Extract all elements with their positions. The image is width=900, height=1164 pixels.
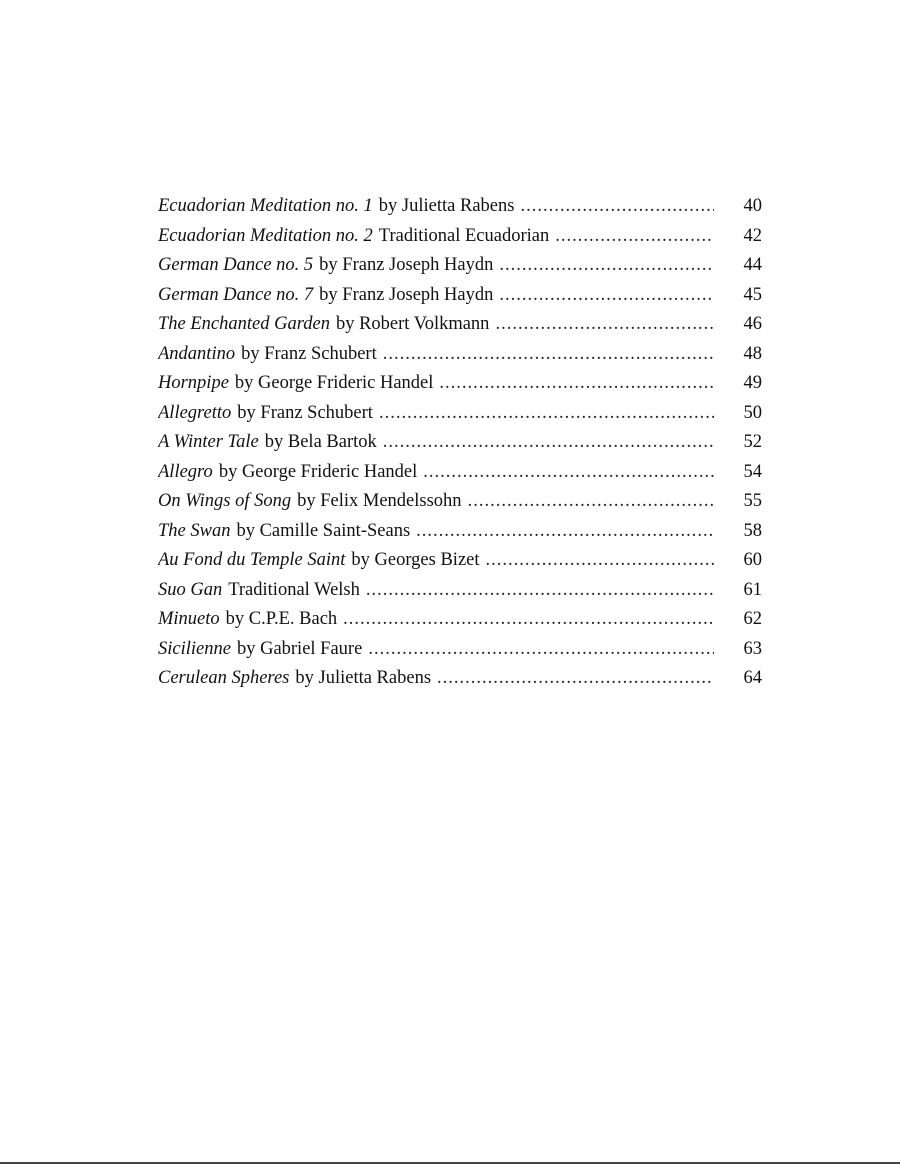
composer: by Georges Bizet — [351, 550, 480, 570]
toc-entry — [158, 281, 718, 311]
toc-row — [158, 517, 762, 547]
piece-title: A Winter Tale — [158, 432, 259, 452]
toc-row — [158, 369, 762, 399]
composer: by Robert Volkmann — [335, 314, 490, 334]
dot-leader — [368, 635, 714, 665]
page-number: 58 — [743, 520, 762, 541]
toc-entry — [158, 428, 718, 458]
dot-leader — [383, 340, 714, 370]
dot-leader — [439, 369, 714, 399]
toc-entry — [158, 222, 718, 252]
piece-title: Hornpipe — [158, 373, 229, 393]
composer: Traditional Welsh — [228, 579, 360, 600]
composer: Traditional Ecuadorian — [378, 225, 550, 246]
toc-entry — [158, 664, 718, 694]
dot-leader — [366, 576, 714, 606]
piece-title: The Swan — [158, 520, 231, 541]
composer: by Franz Joseph Haydn — [319, 284, 494, 305]
piece-title: German Dance no. 7 — [158, 284, 314, 305]
composer: by George Frideric Handel — [218, 461, 418, 482]
dot-leader — [416, 517, 714, 547]
page-number: 62 — [743, 609, 762, 629]
toc-row — [158, 251, 762, 281]
toc-row — [158, 458, 762, 488]
page-number: 42 — [743, 225, 762, 246]
dot-leader — [437, 664, 714, 694]
toc-entry — [158, 487, 718, 517]
piece-title: Cerulean Spheres — [158, 668, 290, 688]
dot-leader — [499, 251, 714, 281]
dot-leader — [520, 192, 714, 222]
piece-title: Ecuadorian Meditation no. 1 — [158, 196, 373, 216]
composer: by Franz Joseph Haydn — [319, 255, 494, 275]
toc-entry — [158, 605, 718, 635]
toc-entry — [158, 517, 718, 547]
page-number: 64 — [743, 668, 762, 688]
page-number: 52 — [743, 432, 762, 452]
dot-leader — [379, 399, 714, 429]
dot-leader — [423, 458, 714, 488]
composer: by Camille Saint-Seans — [236, 520, 411, 541]
piece-title: The Enchanted Garden — [158, 314, 330, 334]
dot-leader — [486, 546, 714, 576]
toc-entry — [158, 458, 718, 488]
dot-leader — [499, 281, 714, 311]
piece-title: Allegro — [158, 461, 213, 482]
piece-title: Au Fond du Temple Saint — [158, 550, 346, 570]
page-number: 45 — [743, 284, 762, 305]
toc-entry — [158, 635, 718, 665]
dot-leader — [495, 310, 714, 340]
toc-row — [158, 546, 762, 576]
toc-entry — [158, 369, 718, 399]
composer: by Julietta Rabens — [378, 196, 515, 216]
page-number: 48 — [743, 343, 762, 364]
composer: by Bela Bartok — [264, 432, 377, 452]
page-number: 50 — [743, 402, 762, 423]
toc-entry — [158, 576, 718, 606]
toc-entry — [158, 340, 718, 370]
toc-row — [158, 664, 762, 694]
toc-row — [158, 399, 762, 429]
toc-row — [158, 310, 762, 340]
toc-row — [158, 281, 762, 311]
table-of-contents — [158, 192, 762, 694]
composer: by George Frideric Handel — [234, 373, 434, 393]
dot-leader — [383, 428, 714, 458]
page-number: 54 — [743, 461, 762, 482]
page-number: 63 — [743, 638, 762, 659]
piece-title: Suo Gan — [158, 579, 223, 600]
page-number: 46 — [743, 314, 762, 334]
toc-entry — [158, 192, 718, 222]
composer: by Julietta Rabens — [295, 668, 432, 688]
composer: by Franz Schubert — [237, 402, 373, 423]
dot-leader — [555, 222, 714, 252]
dot-leader — [468, 487, 714, 517]
toc-row — [158, 635, 762, 665]
page-number: 49 — [743, 373, 762, 393]
piece-title: Andantino — [158, 343, 236, 364]
toc-row — [158, 222, 762, 252]
piece-title: Sicilienne — [158, 638, 231, 659]
page-number: 44 — [743, 255, 762, 275]
piece-title: German Dance no. 5 — [158, 255, 314, 275]
page-number: 40 — [743, 196, 762, 216]
page-number: 55 — [743, 491, 762, 511]
toc-row — [158, 576, 762, 606]
toc-entry — [158, 399, 718, 429]
dot-leader — [343, 605, 714, 635]
toc-row — [158, 428, 762, 458]
toc-row — [158, 340, 762, 370]
piece-title: Minueto — [158, 609, 220, 629]
toc-entry — [158, 251, 718, 281]
composer: by Felix Mendelssohn — [297, 491, 462, 511]
toc-row — [158, 605, 762, 635]
composer: by Franz Schubert — [241, 343, 377, 364]
composer: by C.P.E. Bach — [225, 609, 338, 629]
piece-title: Allegretto — [158, 402, 232, 423]
piece-title: Ecuadorian Meditation no. 2 — [158, 225, 373, 246]
piece-title: On Wings of Song — [158, 491, 292, 511]
page-number: 60 — [743, 550, 762, 570]
toc-entry — [158, 310, 718, 340]
toc-row — [158, 192, 762, 222]
toc-entry — [158, 546, 718, 576]
page-number: 61 — [743, 579, 762, 600]
toc-row — [158, 487, 762, 517]
composer: by Gabriel Faure — [236, 638, 363, 659]
